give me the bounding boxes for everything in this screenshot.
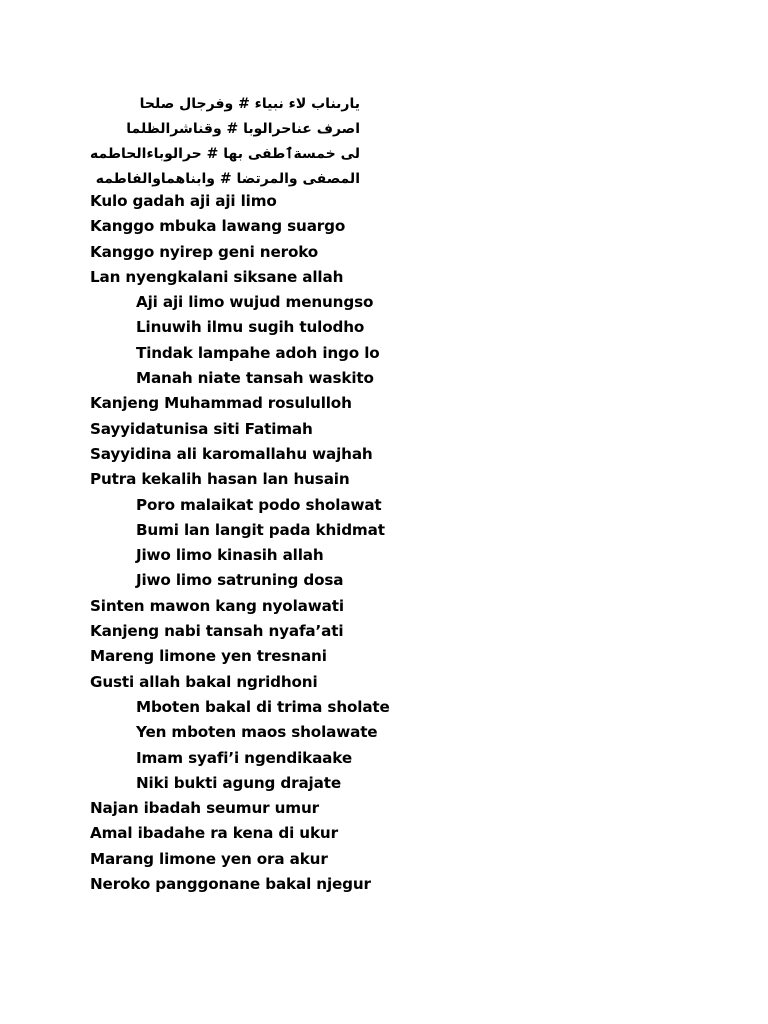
verse-line: Sayyidatunisa siti Fatimah	[90, 419, 313, 438]
indented-verse-line: Poro malaikat podo sholawat	[136, 495, 382, 514]
indented-verse-line: Yen mboten maos sholawate	[136, 723, 378, 742]
javanese-verse-block	[90, 189, 730, 897]
indented-verse-line: Jiwo limo kinasih allah	[136, 546, 324, 565]
arabic-verse-line: لى خمسةٱطفى بها # حرالوباءالحاطمه	[89, 146, 360, 162]
verse-line: Putra kekalih hasan lan husain	[90, 470, 350, 489]
verse-line: Najan ibadah seumur umur	[90, 799, 319, 818]
verse-line: Sinten mawon kang nyolawati	[90, 596, 344, 615]
verse-line: Kulo gadah aji aji limo	[90, 192, 277, 210]
indented-verse-line: Niki bukti agung drajate	[136, 773, 341, 792]
verse-line: Kanggo mbuka lawang suargo	[90, 217, 346, 236]
verse-line: Kanjeng nabi tansah nyafa’ati	[90, 622, 344, 641]
verse-line: Gusti allah bakal ngridhoni	[90, 672, 318, 691]
arabic-verse-line: يارىناب لاء نبياء # وفرجال صلحا	[139, 96, 360, 112]
indented-verse-line: Manah niate tansah waskito	[136, 369, 374, 388]
verse-line: Neroko panggonane bakal njegur	[90, 875, 371, 894]
arabic-verse-block	[90, 92, 360, 192]
indented-verse-line: Tindak lampahe adoh ingo lo	[136, 343, 380, 362]
indented-verse-line: Mboten bakal di trima sholate	[136, 697, 390, 716]
verse-line: Mareng limone yen tresnani	[90, 647, 327, 666]
indented-verse-line: Imam syafi’i ngendikaake	[136, 748, 352, 767]
verse-line: Sayyidina ali karomallahu wajhah	[90, 444, 373, 463]
arabic-verse-line: اصرف عناحرالوبا # وقناشرالظلما	[126, 121, 360, 137]
indented-verse-line: Jiwo limo satruning dosa	[136, 571, 344, 590]
verse-line: Lan nyengkalani siksane allah	[90, 267, 344, 286]
verse-line: Kanggo nyirep geni neroko	[90, 242, 319, 261]
verse-line: Amal ibadahe ra kena di ukur	[90, 824, 338, 843]
arabic-verse-line: المصفى والمرتضا # وابناهماوالفاطمه	[95, 171, 360, 187]
indented-verse-line: Bumi lan langit pada khidmat	[136, 520, 385, 539]
verse-line: Marang limone yen ora akur	[90, 849, 328, 868]
verse-line: Kanjeng Muhammad rosululloh	[90, 394, 352, 413]
indented-verse-line: Aji aji limo wujud menungso	[136, 293, 374, 312]
indented-verse-line: Linuwih ilmu sugih tulodho	[136, 318, 365, 337]
